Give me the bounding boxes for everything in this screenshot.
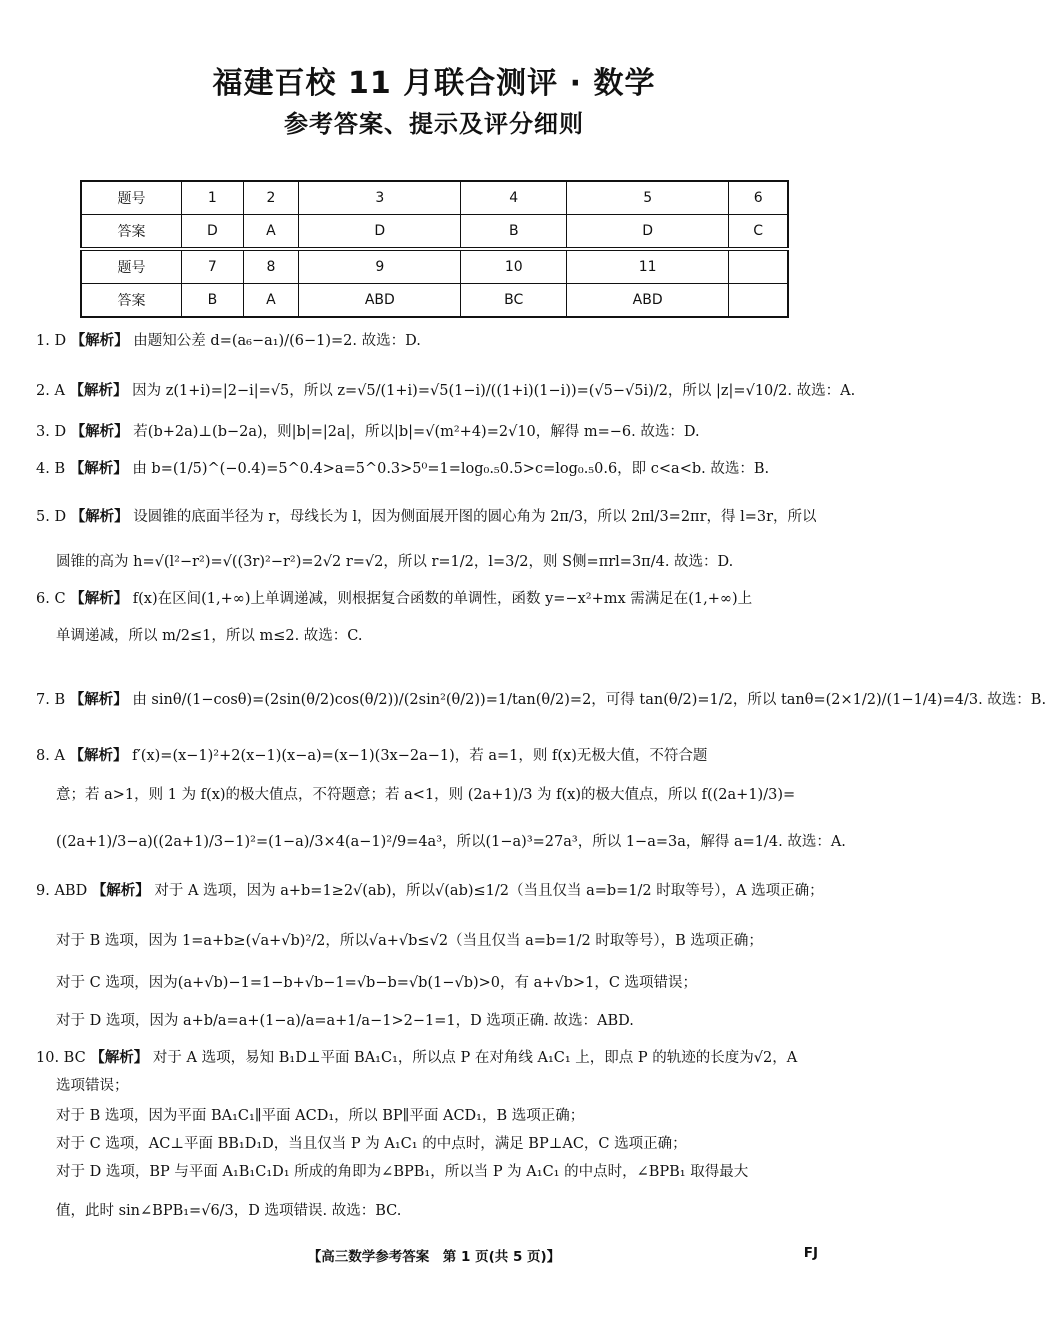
analysis-label: 【解析】 <box>90 1050 149 1066</box>
solution-number: 2. A <box>36 383 65 399</box>
solution-10-line-6: 值，此时 sin∠BPB₁=√6/3，D 选项错误. 故选：BC. <box>56 1203 402 1219</box>
table-cell: D <box>299 215 461 250</box>
answer-table <box>80 180 789 318</box>
table-cell: B <box>182 284 244 318</box>
table-cell: 7 <box>182 249 244 284</box>
solution-number: 10. BC <box>36 1050 86 1066</box>
solution-10 <box>36 1048 836 1068</box>
table-row <box>81 181 788 215</box>
solution-3 <box>36 422 836 442</box>
analysis-label: 【解析】 <box>69 461 128 477</box>
table-cell: 3 <box>299 181 461 215</box>
table-cell: A <box>243 284 298 318</box>
solution-text: 由 sinθ/(1−cosθ)=(2sin(θ/2)cos(θ/2))/(2sin²(θ/2))=1/tan(θ/2)=2，可得 tan(θ/2)=1/2，所以 tanθ=(2×1/2)/(1−1/4)=4/3. 故选：B. <box>132 692 1046 708</box>
table-cell <box>729 284 788 318</box>
table-cell: B <box>461 215 567 250</box>
table-cell: 9 <box>299 249 461 284</box>
table-cell: C <box>729 215 788 250</box>
table-cell: 题号 <box>81 181 182 215</box>
analysis-label: 【解析】 <box>69 383 128 399</box>
table-cell: 题号 <box>81 249 182 284</box>
table-cell: BC <box>461 284 567 318</box>
solution-number: 4. B <box>36 461 66 477</box>
table-cell: 8 <box>243 249 298 284</box>
table-cell: 6 <box>729 181 788 215</box>
solution-10-line-2: 选项错误； <box>56 1078 129 1094</box>
solution-4 <box>36 459 836 479</box>
table-cell: D <box>182 215 244 250</box>
solution-6-continued: 单调递减，所以 m/2≤1，所以 m≤2. 故选：C. <box>56 628 363 644</box>
table-cell: ABD <box>567 284 729 318</box>
page-footer: 【高三数学参考答案 第 1 页(共 5 页)】 <box>307 1249 561 1265</box>
document-subtitle: 参考答案、提示及评分细则 <box>284 110 584 138</box>
solution-text: f(x)在区间(1,+∞)上单调递减，则根据复合函数的单调性，函数 y=−x²+mx 需满足在(1,+∞)上 <box>132 591 753 607</box>
solution-9 <box>36 881 836 901</box>
table-cell: ABD <box>299 284 461 318</box>
solution-7 <box>36 690 1046 710</box>
solution-5-continued: 圆锥的高为 h=√(l²−r²)=√((3r)²−r²)=2√2 r=√2，所以 r=1/2，l=3/2，则 S侧=πrl=3π/4. 故选：D. <box>56 554 734 570</box>
solution-10-line-3: 对于 B 选项，因为平面 BA₁C₁∥平面 ACD₁，所以 BP∥平面 ACD₁，B 选项正确； <box>56 1108 585 1124</box>
table-cell: 4 <box>461 181 567 215</box>
table-row <box>81 215 788 250</box>
analysis-label: 【解析】 <box>69 692 128 708</box>
solution-number: 6. C <box>36 591 66 607</box>
analysis-label: 【解析】 <box>70 424 129 440</box>
table-cell: 答案 <box>81 284 182 318</box>
solution-1 <box>36 331 836 351</box>
solution-text: 设圆锥的底面半径为 r，母线长为 l，因为侧面展开图的圆心角为 2π/3，所以 2πl/3=2πr，得 l=3r，所以 <box>133 509 817 525</box>
solution-text: 对于 A 选项，因为 a+b=1≥2√(ab)，所以√(ab)≤1/2（当且仅当 a=b=1/2 时取等号），A 选项正确； <box>154 883 824 899</box>
analysis-label: 【解析】 <box>70 509 129 525</box>
solution-number: 1. D <box>36 333 67 349</box>
analysis-label: 【解析】 <box>91 883 150 899</box>
table-cell: A <box>243 215 298 250</box>
table-cell: 1 <box>182 181 244 215</box>
table-row <box>81 284 788 318</box>
table-cell: 答案 <box>81 215 182 250</box>
region-code: FJ <box>803 1245 818 1261</box>
table-cell: 2 <box>243 181 298 215</box>
analysis-label: 【解析】 <box>70 591 129 607</box>
solution-8 <box>36 746 836 766</box>
solution-8-continued-2: ((2a+1)/3−a)((2a+1)/3−1)²=(1−a)/3×4(a−1)²/9=4a³，所以(1−a)³=27a³，所以 1−a=3a，解得 a=1/4. 故选：A. <box>56 834 846 850</box>
table-cell: D <box>567 215 729 250</box>
table-cell <box>729 249 788 284</box>
table-row <box>81 249 788 284</box>
solution-number: 8. A <box>36 748 65 764</box>
solution-text: 对于 A 选项，易知 B₁D⊥平面 BA₁C₁，所以点 P 在对角线 A₁C₁ 上，即点 P 的轨迹的长度为√2，A <box>152 1050 798 1066</box>
table-cell: 5 <box>567 181 729 215</box>
analysis-label: 【解析】 <box>70 333 129 349</box>
solution-9-line-3: 对于 C 选项，因为(a+√b)−1=1−b+√b−1=√b−b=√b(1−√b)>0，有 a+√b>1，C 选项错误； <box>56 975 698 991</box>
table-cell: 10 <box>461 249 567 284</box>
solution-9-line-2: 对于 B 选项，因为 1=a+b≥(√a+√b)²/2，所以√a+√b≤√2（当且仅当 a=b=1/2 时取等号），B 选项正确； <box>56 933 763 949</box>
solution-number: 9. ABD <box>36 883 88 899</box>
solution-6 <box>36 589 836 609</box>
solution-text: 若(b+2a)⊥(b−2a)，则|b|=|2a|，所以|b|=√(m²+4)=2√10，解得 m=−6. 故选：D. <box>133 424 700 440</box>
solution-9-line-4: 对于 D 选项，因为 a+b/a=a+(1−a)/a=a+1/a−1>2−1=1，D 选项正确. 故选：ABD. <box>56 1013 634 1029</box>
solution-text: 由题知公差 d=(a₆−a₁)/(6−1)=2. 故选：D. <box>133 333 421 349</box>
solution-number: 5. D <box>36 509 67 525</box>
table-cell: 11 <box>567 249 729 284</box>
solution-5 <box>36 507 836 527</box>
solution-10-line-4: 对于 C 选项，AC⊥平面 BB₁D₁D，当且仅当 P 为 A₁C₁ 的中点时，满足 BP⊥AC，C 选项正确； <box>56 1136 687 1152</box>
solution-text: 由 b=(1/5)^(−0.4)=5^0.4>a=5^0.3>5⁰=1=log₀.₅0.5>c=log₀.₅0.6，即 c<a<b. 故选：B. <box>132 461 770 477</box>
solution-10-line-5: 对于 D 选项，BP 与平面 A₁B₁C₁D₁ 所成的角即为∠BPB₁，所以当 P 为 A₁C₁ 的中点时，∠BPB₁ 取得最大 <box>56 1164 749 1180</box>
document-title: 福建百校 11 月联合测评 · 数学 <box>212 66 656 101</box>
solution-8-continued: 意；若 a>1，则 1 为 f(x)的极大值点，不符题意；若 a<1，则 (2a+1)/3 为 f(x)的极大值点，所以 f((2a+1)/3)= <box>56 787 796 803</box>
solution-2 <box>36 381 856 401</box>
solution-number: 7. B <box>36 692 66 708</box>
analysis-label: 【解析】 <box>69 748 128 764</box>
solution-text: 因为 z(1+i)=|2−i|=√5，所以 z=√5/(1+i)=√5(1−i)/((1+i)(1−i))=(√5−√5i)/2，所以 |z|=√10/2. 故选：A. <box>132 383 856 399</box>
solution-number: 3. D <box>36 424 67 440</box>
solution-text: f′(x)=(x−1)²+2(x−1)(x−a)=(x−1)(3x−2a−1)，若 a=1，则 f(x)无极大值，不符合题 <box>132 748 708 764</box>
